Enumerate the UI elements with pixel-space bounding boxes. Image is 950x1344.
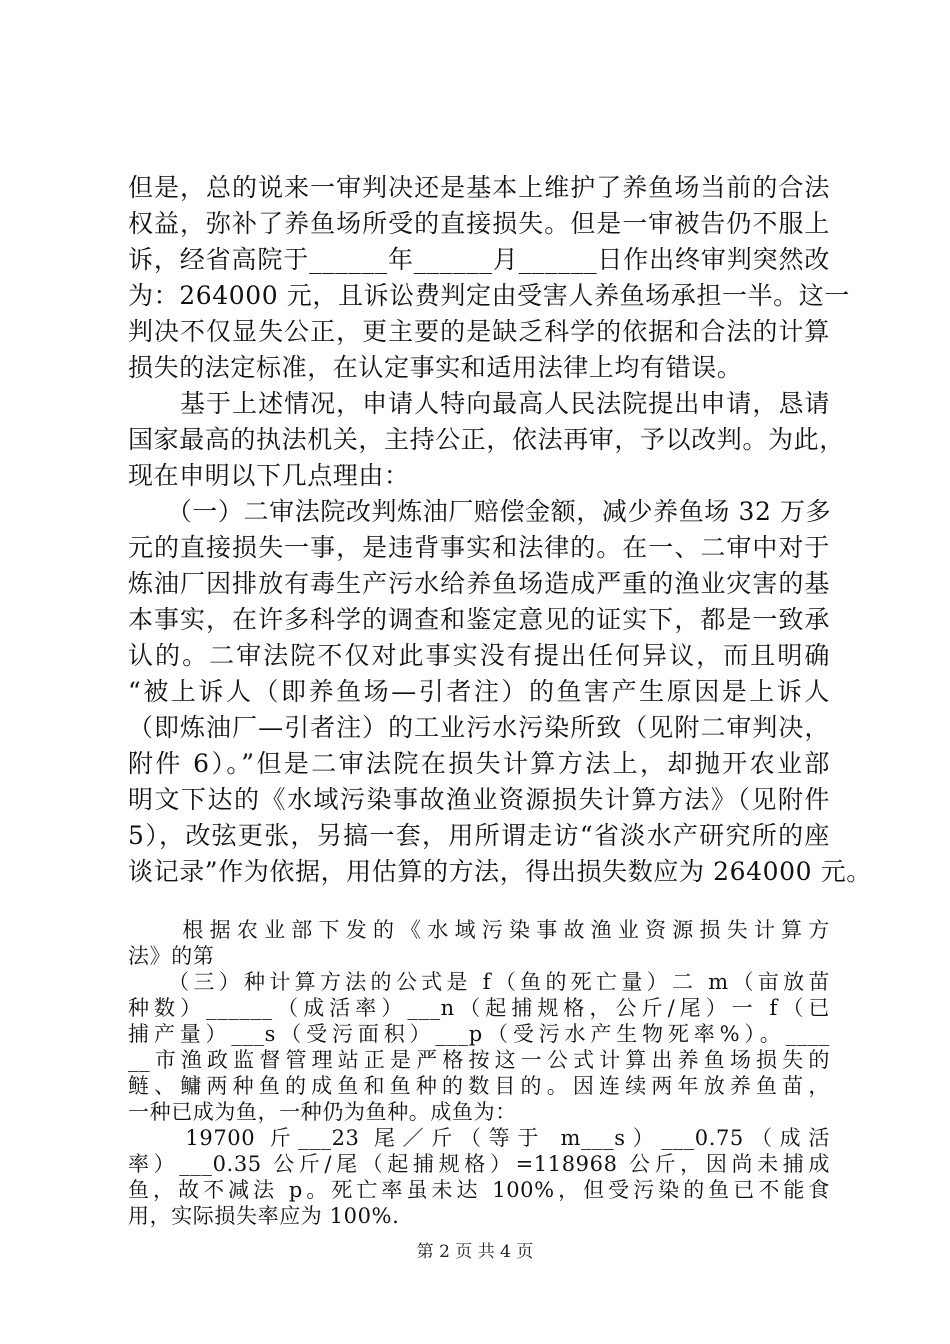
text-line: 鱼，故不减法 p。死亡率虽未达 100%，但受污染的鱼已不能食 <box>128 1178 830 1202</box>
text-line: 率）___0.35 公斤/尾（起捕规格）=118968 公斤，因尚未捕成 <box>128 1152 830 1176</box>
text-line: 种数）______（成活率）___n（起捕规格，公斤/尾）一 f（已 <box>128 996 830 1020</box>
text-line: 炼油厂因排放有毒生产污水给养鱼场造成严重的渔业灾害的基 <box>128 569 830 598</box>
text-line: 捕产量）___s（受污面积）___p（受污水产生物死率%）。____ <box>128 1022 830 1046</box>
text-line: 认的。二审法院不仅对此事实没有提出任何异议，而且明确 <box>128 641 830 670</box>
text-line: 权益，弥补了养鱼场所受的直接损失。但是一审被告仍不服上 <box>128 209 830 238</box>
text-line: 基于上述情况，申请人特向最高人民法院提出申请，恳请 <box>128 389 830 418</box>
text-line: 明文下达的《水域污染事故渔业资源损失计算方法》（见附件 <box>128 785 830 814</box>
text-line: 元的直接损失一事，是违背事实和法律的。在一、二审中对于 <box>128 533 830 562</box>
text-line: 损失的法定标准，在认定事实和适用法律上均有错误。 <box>128 353 743 382</box>
text-line: 一种已成为鱼，一种仍为鱼种。成鱼为： <box>128 1100 517 1124</box>
text-line: （一）二审法院改判炼油厂赔偿金额，减少养鱼场 32 万多 <box>128 497 832 526</box>
text-line: 为：264000 元，且诉讼费判定由受害人养鱼场承担一半。这一 <box>128 281 850 310</box>
text-line: 诉，经省高院于______年______月______日作出终审判突然改 <box>128 245 830 274</box>
text-line: “被上诉人（即养鱼场—引者注）的鱼害产生原因是上诉人 <box>128 677 830 706</box>
text-line: 谈记录”作为依据，用估算的方法，得出损失数应为 264000 元。 <box>128 857 872 886</box>
text-line: （即炼油厂—引者注）的工业污水污染所致（见附二审判决， <box>128 713 830 742</box>
text-line: 根据农业部下发的《水域污染事故渔业资源损失计算方 <box>128 918 830 942</box>
text-line: 鲢、鳙两种鱼的成鱼和鱼种的数目的。因连续两年放养鱼苗， <box>128 1074 830 1098</box>
text-line: __市渔政监督管理站正是严格按这一公式计算出养鱼场损失的 <box>128 1048 830 1072</box>
text-line: 但是，总的说来一审判决还是基本上维护了养鱼场当前的合法 <box>128 173 830 202</box>
text-line: 5），改弦更张，另搞一套，用所谓走访“省淡水产研究所的座 <box>128 821 830 850</box>
text-line: （三）种计算方法的公式是 f（鱼的死亡量）二 m（亩放苗 <box>128 970 830 994</box>
text-line: 本事实，在许多科学的调查和鉴定意见的证实下，都是一致承 <box>128 605 830 634</box>
text-line: 现在申明以下几点理由： <box>128 461 410 490</box>
page-number-footer: 第 2 页 共 4 页 <box>416 1242 534 1262</box>
text-line: 法》的第 <box>128 944 215 968</box>
text-line: 用，实际损失率应为 100%. <box>128 1204 400 1228</box>
text-line: 国家最高的执法机关，主持公正，依法再审，予以改判。为此， <box>128 425 845 454</box>
text-line: 判决不仅显失公正，更主要的是缺乏科学的依据和合法的计算 <box>128 317 830 346</box>
text-line: 附件 6）。”但是二审法院在损失计算方法上，却抛开农业部 <box>128 749 830 778</box>
text-line: 19700 斤___23 尾／斤（等于 m___s）___0.75（成活 <box>128 1126 830 1150</box>
